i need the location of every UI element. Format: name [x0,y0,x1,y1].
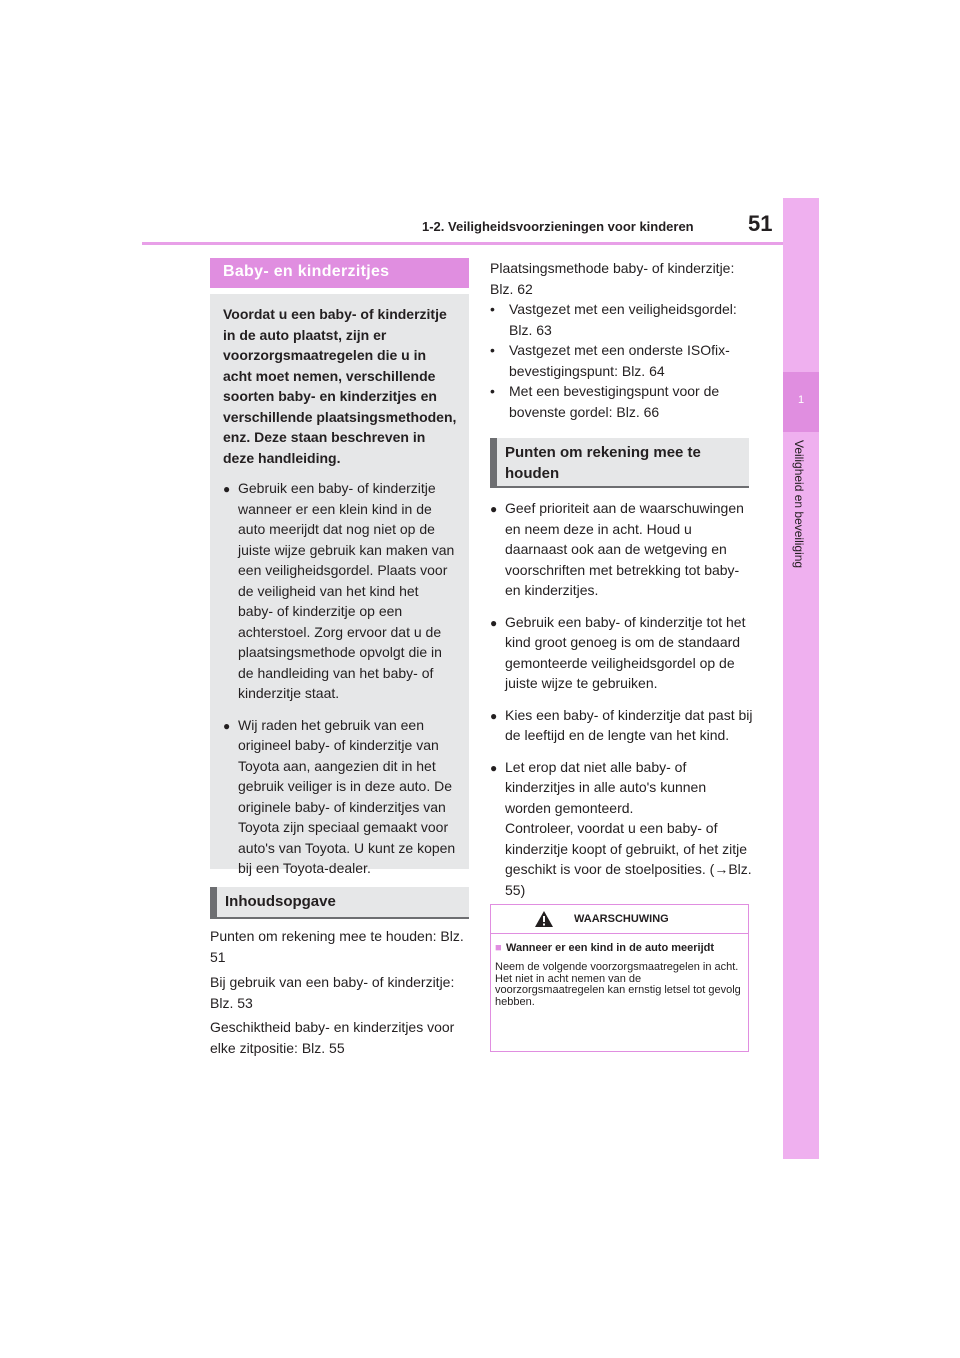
points-list [490,498,754,911]
list-item-text: Wij raden het gebruik van een origineel baby- of kinderzitje van Toyota aan, aangezien dit in het gebruik veiliger is in deze auto. De originele baby- of kinderzitjes van Toyota zijn speciaal gemaakt voor auto's van Toyota. U kunt ze kopen bij een Toyota-dealer. [238,716,456,876]
list-item [490,381,754,422]
placement-intro: Plaatsingsmethode baby- of kinderzitje: Blz. 62 [490,260,735,297]
list-item-text: Geef prioriteit aan de waarschuwingen en neem deze in acht. Houd u daarnaast ook aan de wetgeving en voorschriften met betrekking tot baby- en kinderzitjes. [505,500,744,598]
list-item-text: Gebruik een baby- of kinderzitje tot het kind groot genoeg is om de standaard gemonteerde veiligheidsgordel op de juiste wijze te gebruiken. [505,613,746,691]
list-item [490,498,754,601]
list-item [490,612,754,694]
warning-body-line: Neem de volgende voorzorgsmaatregelen in acht. [495,961,739,973]
list-item-text: Met een bevestigingspunt voor de bovenste gordel: Blz. 66 [509,383,720,420]
list-item [223,478,457,704]
toc-entry: Bij gebruik van een baby- of kinderzitje: Blz. 53 [210,974,455,1011]
square-bullet-icon: ■ [495,942,502,954]
placement-list [490,299,754,422]
list-item [490,299,754,340]
intro-text: Voordat u een baby- of kinderzitje in de auto plaatst, zijn er voorzorgsmaatregelen die u in acht moet nemen, verschillende soorten baby- en kinderzitjes en verschillende plaatsingsmethoden, enz. Deze staan beschreven in deze handleiding. [223,306,457,466]
bullet-icon: ● [490,615,498,630]
dash-bullet-icon: • [490,301,495,317]
intro-box [210,294,469,876]
bullet-icon: ● [490,502,498,516]
warning-body-line: Het niet in acht nemen van de voorzorgsmaatregelen kan ernstig letsel tot gevolg hebben. [495,972,741,1008]
section-title: 1-2. Veiligheidsvoorzieningen voor kinderen [422,219,694,234]
dash-bullet-icon: • [490,342,495,358]
warning-icon [534,910,554,928]
bullet-icon: ● [223,718,231,733]
warning-header [491,905,748,934]
list-item-text: Kies een baby- of kinderzitje dat past bij de leeftijd en de lengte van het kind. [505,706,753,743]
bullet-icon: ● [490,708,498,723]
chapter-label: Veiligheid en beveiliging [792,440,806,569]
heading-baby-kinderzitjes: Baby- en kinderzitjes [210,258,469,288]
warning-subheading [495,942,742,954]
toc-entry: Geschiktheid baby- en kinderzitjes voor elke zitpositie: Blz. 55 [210,1019,455,1056]
list-item-text: Vastgezet met een onderste ISOfix-bevestigingspunt: Blz. 64 [509,342,730,379]
list-item-text: Gebruik een baby- of kinderzitje wanneer er een klein kind in de auto meerijdt dat nog niet op de juiste wijze gebruik kan maken van een veiligheidsgordel. Plaats voor de veiligheid van het kind het baby- of kinderzitje op een achterstoel. Zorg ervoor dat u de plaatsingsmethode opvolgt die in de handleiding van het baby- of kinderzitje staat. [238,480,455,701]
warning-title: WAARSCHUWING [574,913,669,925]
bullet-icon: ● [490,760,498,775]
heading-inhoudsopgave: Inhoudsopgave [210,887,469,919]
page-number: 51 [748,211,773,236]
toc-entry: Punten om rekening mee te houden: Blz. 51 [210,928,464,965]
list-item [490,340,754,381]
dash-bullet-icon: • [490,383,495,399]
heading-punten: Punten om rekening mee te houden [490,438,749,488]
list-item-text-cont: Controleer, voordat u een baby- of kinderzitje koopt of gebruikt, of het zitje geschikt is voor de stoelposities. (→Blz. 55) [505,820,752,898]
chapter-number: 1 [797,394,805,406]
header-rule [142,242,783,245]
list-item-text: Vastgezet met een veiligheidsgordel: Blz. 63 [509,301,737,338]
chapter-tab-strip [783,198,819,1159]
warning-subheading-text: Wanneer er een kind in de auto meerijdt [506,942,715,954]
list-item [490,705,754,746]
warning-body [495,962,742,1008]
bullet-icon: ● [223,482,231,496]
list-item-text: Let erop dat niet alle baby- of kinderzitjes in alle auto's kunnen worden gemonteerd. [505,758,707,816]
list-item [490,757,754,901]
list-item [223,715,457,879]
warning-box [490,904,749,1052]
